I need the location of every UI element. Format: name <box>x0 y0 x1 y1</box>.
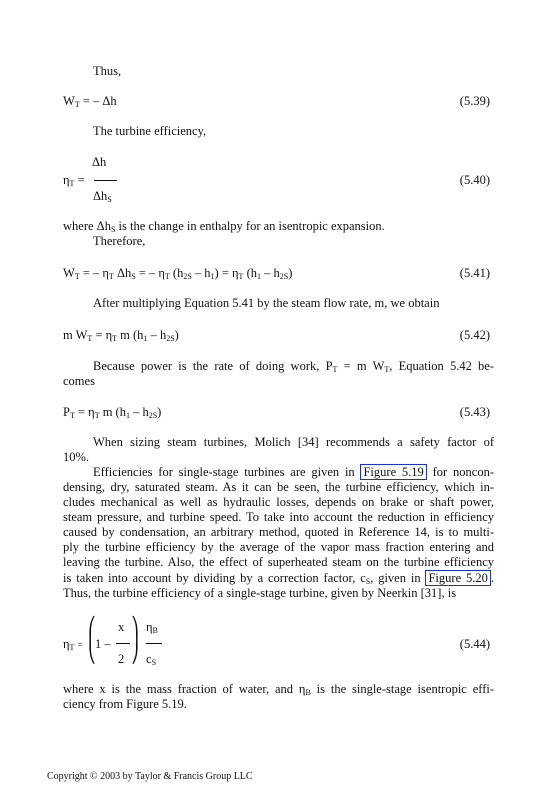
equation-number-5-41: (5.41) <box>459 266 490 280</box>
paragraph-sizing-line-2: 10%. <box>63 450 90 464</box>
paragraph-because-line-2: comes <box>63 374 95 388</box>
equation-number-5-43: (5.43) <box>459 405 490 419</box>
equation-5-40-lhs: $\eta_T$ = <box>63 173 85 188</box>
paragraph-efficiencies-line-6: ply the turbine efficiency by the average of the vapor mass fraction entering and <box>63 540 494 554</box>
equation-5-41: $W_T$ = – $\eta_T$ $\Delta h_S$ = – $\eta_T$ $(h_{2S} - h_1) = \eta_T$ $(h_1 - h_{2S})$ <box>63 266 293 281</box>
fraction-bar <box>94 180 117 181</box>
paragraph-efficiencies-line-4: steam pressure, and turbine speed. To take into account the reduction in efficiency <box>63 510 494 524</box>
equation-5-42: m $W_T = \eta_T$ m $(h_1 - h_{2S})$ <box>63 328 179 343</box>
figure-5-20-link[interactable]: Figure 5.20 <box>425 570 490 586</box>
paragraph-where-x-line-1: where x is the mass fraction of water, and $\eta_B$ is the single-stage isentropic effi- <box>63 682 494 697</box>
paragraph-efficiencies-line-8: is taken into account by dividing by a correction factor, $c_S$, given in Figure 5.20 . <box>63 571 495 586</box>
left-paren-bottom: ⎝ <box>88 647 96 664</box>
equation-5-40-denominator: $\Delta h_S$ <box>93 189 112 204</box>
paragraph-after-multiplying: After multiplying Equation 5.41 by the steam flow rate, m, we obtain <box>93 296 440 310</box>
left-paren-mid: ⎜ <box>88 633 96 650</box>
paragraph-because-line-1: Because power is the rate of doing work, $P_T = m$ $W_T$, Equation 5.42 be- <box>93 359 494 374</box>
paragraph-efficiencies-line-1: Efficiencies for single-stage turbines are given in Figure 5.19 for noncon- <box>93 465 494 479</box>
equation-5-44-cs: $c_S$ <box>146 652 157 667</box>
paragraph-thus: Thus, <box>93 64 122 78</box>
left-paren-top: ⎛ <box>88 618 96 635</box>
equation-5-43: $P_T = \eta_T$ m $(h_1 - h_{2S})$ <box>63 405 162 420</box>
equation-number-5-42: (5.42) <box>459 328 490 342</box>
equation-5-44-eta-b: $\eta_B$ <box>146 620 158 635</box>
right-paren-mid: ⎟ <box>131 633 139 650</box>
copyright-footer: Copyright © 2003 by Taylor & Francis Group LLC <box>47 771 253 782</box>
equation-number-5-40: (5.40) <box>459 173 490 187</box>
right-paren-top: ⎞ <box>131 618 139 635</box>
equation-5-44-x: x <box>118 620 125 634</box>
paragraph-efficiencies-line-7: leaving the turbine. Also, the effect of superheated steam on the turbine efficiency <box>63 555 494 569</box>
paragraph-where-x-line-2: ciency from Figure 5.19. <box>63 697 187 711</box>
equation-5-44-two: 2 <box>118 652 125 666</box>
paragraph-efficiencies-line-9: Thus, the turbine efficiency of a single-stage turbine, given by Neerkin [31], is <box>63 586 457 600</box>
paragraph-efficiencies-line-5: caused by condensation, an arbitrary method, quoted in Reference 14, is to multi- <box>63 525 494 539</box>
figure-5-19-link[interactable]: Figure 5.19 <box>360 464 426 480</box>
equation-number-5-44: (5.44) <box>459 637 490 651</box>
equation-5-39: $W_T$ = – Δh <box>63 94 117 109</box>
paragraph-efficiencies-line-2: densing, dry, saturated steam. As it can be seen, the turbine efficiency, which in- <box>63 480 494 494</box>
paragraph-turbine-efficiency: The turbine efficiency, <box>93 124 207 138</box>
equation-5-44-lhs: $\eta_T$ = <box>63 637 83 652</box>
paragraph-where-dh: where $\Delta h_S$ is the change in enthalpy for an isentropic expansion. <box>63 219 385 234</box>
equation-5-44-one-minus: 1 – <box>95 637 111 651</box>
equation-number-5-39: (5.39) <box>459 94 490 108</box>
fraction-bar-eta <box>146 643 162 644</box>
equation-5-40-numerator: Δh <box>92 155 107 169</box>
right-paren-bottom: ⎠ <box>131 647 139 664</box>
paragraph-sizing-line-1: When sizing steam turbines, Molich [34] recommends a safety factor of <box>93 435 494 449</box>
fraction-bar-x <box>116 643 130 644</box>
paragraph-therefore: Therefore, <box>93 234 146 248</box>
paragraph-efficiencies-line-3: cludes mechanical as well as hydraulic losses, depends on brake or shaft power, <box>63 495 494 509</box>
